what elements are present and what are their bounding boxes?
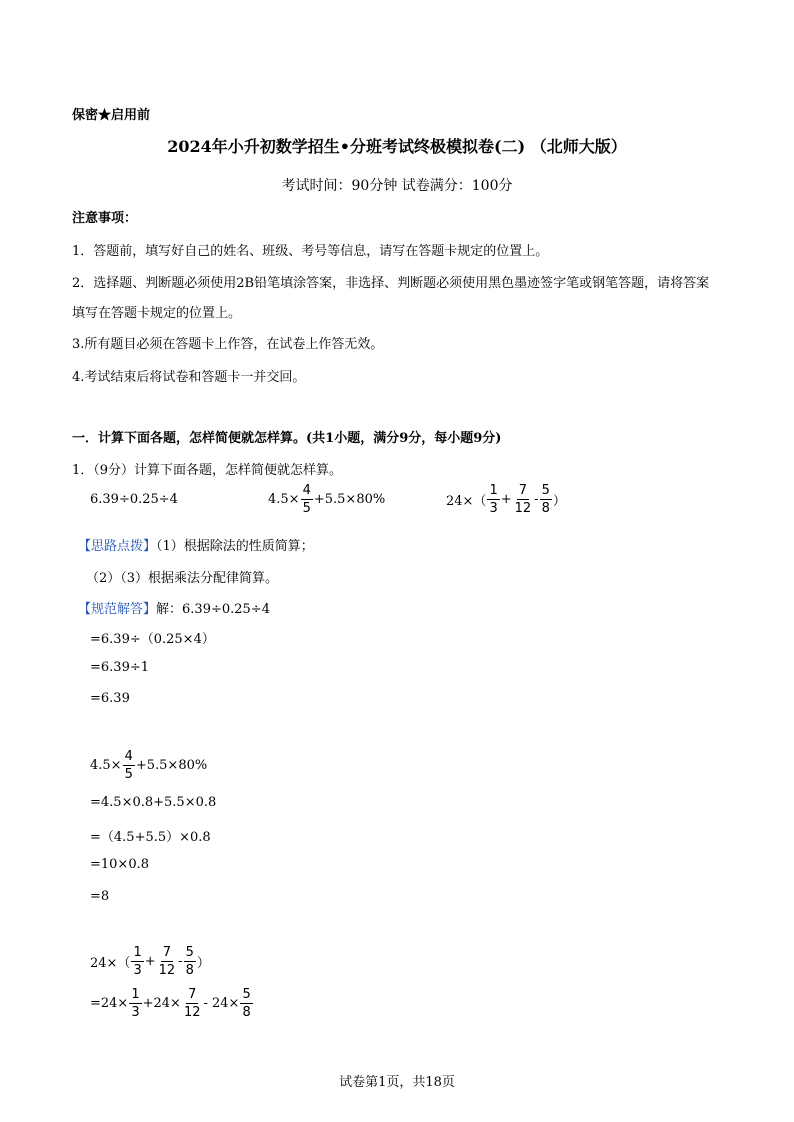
- fraction-numerator: 5: [242, 987, 251, 1002]
- minus-sign: -: [178, 954, 183, 969]
- solution-3-expression: [90, 946, 210, 977]
- fraction-numerator: 5: [185, 945, 194, 960]
- fraction-numerator: 1: [489, 483, 498, 498]
- hint-line: [78, 535, 314, 554]
- solution-2-expression: [90, 750, 207, 781]
- confidential-label: 保密★启用前: [72, 108, 151, 123]
- section-heading: 一．计算下面各题，怎样简便就怎样算。(共1小题，满分9分，每小题9分): [72, 431, 502, 446]
- notes-heading: 注意事项：: [72, 211, 138, 226]
- fraction-one-third: [129, 988, 141, 1019]
- fraction-denominator: 8: [185, 963, 194, 978]
- expression-1: 6.39÷0.25÷4: [90, 492, 178, 507]
- page-footer: 试卷第1页，共18页: [339, 1075, 455, 1090]
- answer-tag: 【规范解答】: [78, 602, 157, 617]
- fraction-seven-twelfths: [182, 988, 203, 1019]
- note-item: 4.考试结束后将试卷和答题卡一并交回。: [72, 370, 306, 385]
- fraction-numerator: 7: [188, 987, 197, 1002]
- expression-3: [446, 484, 566, 515]
- exam-info: 考试时间：90分钟 试卷满分：100分: [281, 178, 513, 194]
- fraction-one-third: [131, 946, 143, 977]
- solution-3-step: [90, 988, 254, 1019]
- solution-step: =6.39÷（0.25×4）: [90, 632, 215, 647]
- fraction-denominator: 3: [489, 501, 498, 516]
- fraction-denominator: 5: [124, 767, 133, 782]
- solution-step: =4.5×0.8+5.5×0.8: [90, 795, 217, 810]
- fraction-seven-twelfths: [513, 484, 534, 515]
- fraction-numerator: 5: [541, 483, 550, 498]
- plus-sign: +: [500, 492, 512, 507]
- answer-line: [78, 598, 270, 617]
- fraction-numerator: 7: [162, 945, 172, 960]
- note-item: 1．答题前，填写好自己的姓名、班级、考号等信息，请写在答题卡规定的位置上。: [72, 244, 549, 259]
- fraction-denominator: 5: [302, 501, 311, 516]
- close-paren: ）: [196, 956, 210, 971]
- solution-step: =10×0.8: [90, 857, 150, 872]
- fraction-numerator: 7: [518, 483, 528, 498]
- fraction-denominator: 12: [158, 963, 176, 978]
- fraction-four-fifths: [301, 484, 313, 515]
- fraction-seven-twelfths: [157, 946, 178, 977]
- s2-suffix: +5.5×80%: [135, 758, 208, 773]
- solution-step: =6.39÷1: [90, 660, 150, 675]
- fraction-denominator: 3: [133, 963, 142, 978]
- hint-text: （1）根据除法的性质简算；: [156, 539, 314, 554]
- note-item: 2．选择题、判断题必须使用2B铅笔填涂答案，非选择、判断题必须使用黑色墨迹签字笔或钢笔答题，请将答案: [72, 276, 710, 291]
- fraction-five-eighths: [184, 946, 196, 977]
- s3-step-c: - 24×: [203, 996, 240, 1011]
- fraction-denominator: 12: [514, 501, 532, 516]
- fraction-numerator: 1: [131, 987, 140, 1002]
- fraction-one-third: [487, 484, 499, 515]
- note-item: 3.所有题目必须在答题卡上作答，在试卷上作答无效。: [72, 337, 384, 352]
- s3-step-b: +24×: [142, 996, 181, 1011]
- solution-step: =8: [90, 889, 110, 904]
- s3-prefix: 24×（: [90, 956, 131, 971]
- plus-sign: +: [144, 954, 156, 969]
- fraction-numerator: 4: [124, 749, 133, 764]
- note-item: 填写在答题卡规定的位置上。: [72, 306, 242, 321]
- expr2-prefix: 4.5×: [268, 492, 300, 507]
- answer-text: 解：6.39÷0.25÷4: [156, 602, 270, 617]
- fraction-numerator: 1: [133, 945, 142, 960]
- minus-sign: -: [534, 492, 539, 507]
- fraction-five-eighths: [240, 988, 252, 1019]
- fraction-four-fifths: [123, 750, 135, 781]
- page-title: 2024年小升初数学招生•分班考试终极模拟卷(二) （北师大版）: [167, 137, 627, 156]
- expression-2: [268, 484, 385, 515]
- fraction-numerator: 4: [302, 483, 311, 498]
- fraction-denominator: 12: [183, 1005, 201, 1020]
- fraction-denominator: 8: [242, 1005, 251, 1020]
- s2-prefix: 4.5×: [90, 758, 122, 773]
- close-paren: ）: [552, 494, 566, 509]
- expr2-suffix: +5.5×80%: [313, 492, 386, 507]
- fraction-five-eighths: [540, 484, 552, 515]
- s3-step-a: =24×: [90, 996, 129, 1011]
- solution-step: =（4.5+5.5）×0.8: [90, 830, 211, 845]
- question-stem: 1．（9分）计算下面各题，怎样简便就怎样算。: [72, 463, 343, 478]
- hint-line-2: （2）（3）根据乘法分配律简算。: [86, 571, 279, 586]
- fraction-denominator: 8: [541, 501, 550, 516]
- hint-tag: 【思路点拨】: [78, 539, 157, 554]
- solution-step: =6.39: [90, 691, 130, 706]
- expr3-prefix: 24×（: [446, 494, 487, 509]
- fraction-denominator: 3: [131, 1005, 140, 1020]
